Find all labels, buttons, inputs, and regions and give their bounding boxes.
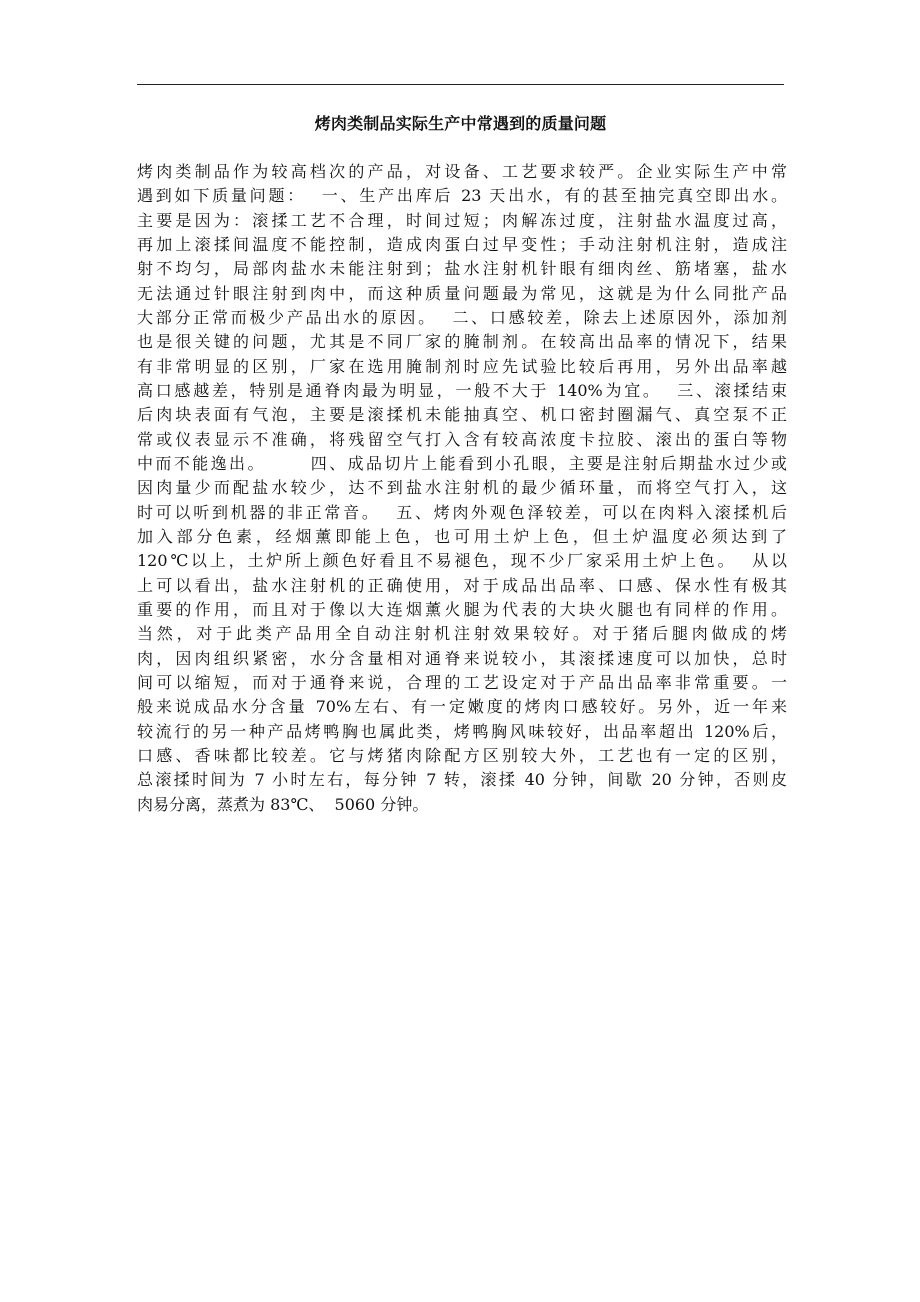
body-line: 有非常明显的区别，厂家在选用腌制剂时应先试验比较后再用，另外出品率越 xyxy=(137,356,787,376)
body-line: 后肉块表面有气泡，主要是滚揉机未能抽真空、机口密封圈漏气、真空泵不正 xyxy=(137,405,787,425)
body-line: 肉易分离，蒸煮为 83℃、 5060 分钟。 xyxy=(137,794,429,814)
document-title: 烤肉类制品实际生产中常遇到的质量问题 xyxy=(314,114,607,133)
body-line: 遇到如下质量问题： 一、生产出库后 23 天出水，有的甚至抽完真空即出水。 xyxy=(137,186,787,206)
body-line: 重要的作用，而且对于像以大连烟薰火腿为代表的大块火腿也有同样的作用。 xyxy=(137,599,787,619)
body-line: 中而不能逸出。 四、成品切片上能看到小孔眼，主要是注射后期盐水过少或 xyxy=(137,453,787,473)
body-line: 120℃以上，土炉所上颜色好看且不易褪色，现不少厂家采用土炉上色。 从以 xyxy=(137,551,787,571)
body-line: 大部分正常而极少产品出水的原因。 二、口感较差，除去上述原因外，添加剂 xyxy=(137,307,787,327)
body-line: 高口感越差，特别是通脊肉最为明显，一般不大于 140%为宜。 三、滚揉结束 xyxy=(137,380,787,400)
body-line: 加入部分色素，经烟薰即能上色，也可用土炉上色，但土炉温度必须达到了 xyxy=(137,526,787,546)
body-line: 烤肉类制品作为较高档次的产品，对设备、工艺要求较严。企业实际生产中常 xyxy=(137,162,787,181)
body-line: 再加上滚揉间温度不能控制，造成肉蛋白过早变性；手动注射机注射，造成注 xyxy=(137,234,787,254)
body-line: 因肉量少而配盐水较少，达不到盐水注射机的最少循环量，而将空气打入，这 xyxy=(137,478,787,498)
body-line: 也是很关键的问题，尤其是不同厂家的腌制剂。在较高出品率的情况下，结果 xyxy=(137,332,787,352)
body-line: 上可以看出，盐水注射机的正确使用，对于成品出品率、口感、保水性有极其 xyxy=(137,575,787,595)
body-line: 般来说成品水分含量 70%左右、有一定嫩度的烤肉口感较好。另外，近一年来 xyxy=(137,697,787,717)
body-line: 肉，因肉组织紧密，水分含量相对通脊来说较小，其滚揉速度可以加快，总时 xyxy=(137,648,787,668)
body-line: 射不均匀，局部肉盐水未能注射到；盐水注射机针眼有细肉丝、筋堵塞，盐水 xyxy=(137,259,787,279)
body-line: 口感、香味都比较差。它与烤猪肉除配方区别较大外，工艺也有一定的区别， xyxy=(137,745,787,765)
body-line: 主要是因为：滚揉工艺不合理，时间过短；肉解冻过度，注射盐水温度过高， xyxy=(137,210,787,230)
body-line: 总滚揉时间为 7 小时左右，每分钟 7 转，滚揉 40 分钟，间歇 20 分钟，否则皮 xyxy=(137,770,787,790)
body-line: 较流行的另一种产品烤鸭胸也属此类，烤鸭胸风味较好，出品率超出 120%后， xyxy=(137,721,787,741)
body-line: 常或仪表显示不准确，将残留空气打入含有较高浓度卡拉胶、滚出的蛋白等物 xyxy=(137,429,787,449)
body-line: 间可以缩短，而对于通脊来说，合理的工艺设定对于产品出品率非常重要。一 xyxy=(137,672,787,692)
body-line: 当然，对于此类产品用全自动注射机注射效果较好。对于猪后腿肉做成的烤 xyxy=(137,624,787,644)
document-body xyxy=(137,160,787,817)
body-line: 时可以听到机器的非正常音。 五、烤肉外观色泽较差，可以在肉料入滚揉机后 xyxy=(137,502,787,522)
header-rule xyxy=(137,84,784,85)
body-line: 无法通过针眼注射到肉中，而这种质量问题最为常见，这就是为什么同批产品 xyxy=(137,283,787,303)
